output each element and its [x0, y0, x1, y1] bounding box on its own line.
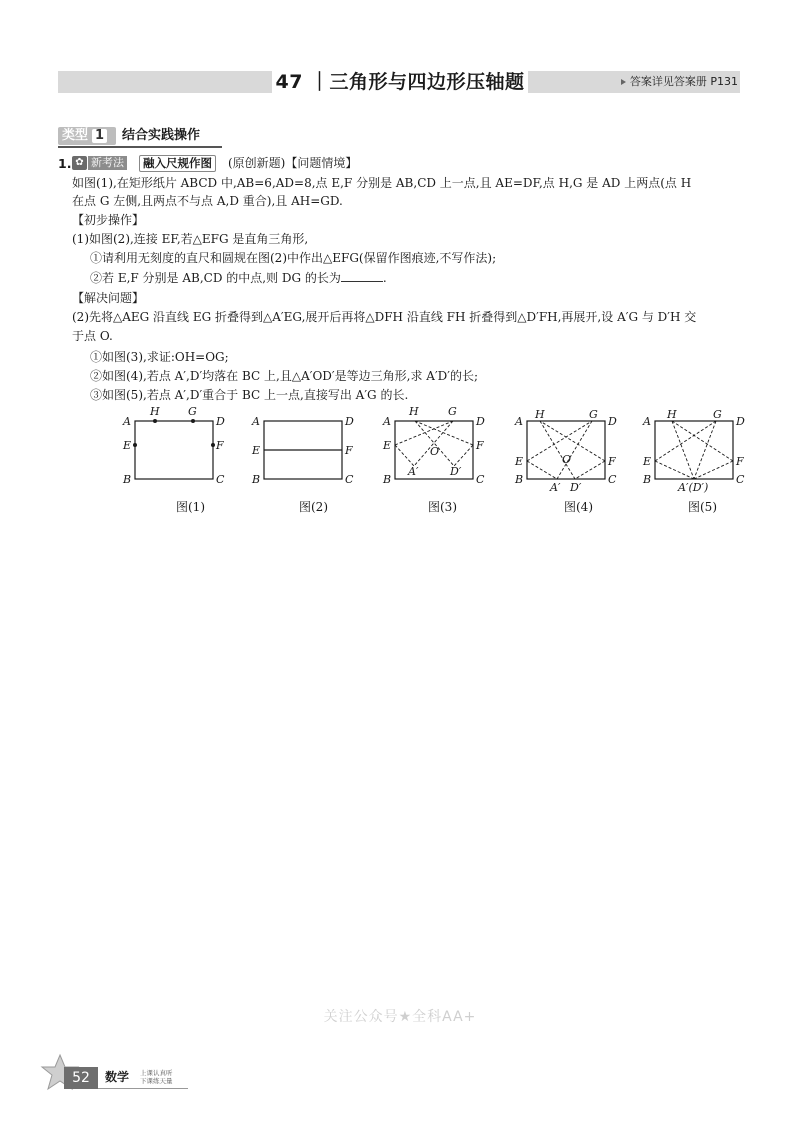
- type-badge: [62, 127, 107, 145]
- section-solve-problem: 【解决问题】: [72, 291, 145, 305]
- fig5-label-g: G: [713, 408, 722, 421]
- fig3-label-d: D: [476, 415, 485, 428]
- fig1-label-f: F: [216, 439, 224, 452]
- figure-5: [638, 403, 750, 495]
- flower-icon: ✿: [72, 156, 87, 170]
- fig4-label-e: E: [515, 455, 524, 468]
- part-2-line-2: 于点 O.: [72, 329, 113, 343]
- fig3-label-a: A: [383, 415, 391, 428]
- part-1b: [90, 270, 387, 286]
- figure-5-caption: 图(5): [688, 500, 717, 514]
- fig1-label-h: H: [150, 405, 160, 418]
- footer-slogan-2: 下课练天量: [140, 1077, 173, 1085]
- fig3-label-h: H: [409, 405, 419, 418]
- footer-subject: 数学: [105, 1070, 130, 1084]
- fig1-label-c: C: [216, 473, 225, 486]
- footer-slogan-1: 上课认真听: [140, 1069, 173, 1077]
- fig4-label-h: H: [535, 408, 545, 421]
- part-2a: ①如图(3),求证:OH=OG;: [90, 350, 229, 364]
- fig1-label-e: E: [123, 439, 132, 452]
- watermark: 关注公众号★全科AA+: [323, 1009, 477, 1025]
- part-1b-text: ②若 E,F 分别是 AB,CD 的中点,则 DG 的长为: [90, 271, 341, 285]
- type-underline: [58, 146, 222, 148]
- fig1-label-b: B: [123, 473, 132, 486]
- figure-3: [378, 403, 490, 495]
- fig3-label-a-prime: A′: [408, 465, 419, 478]
- figure-3-caption: 图(3): [428, 500, 457, 514]
- fig3-label-f: F: [476, 439, 484, 452]
- type-badge-label: 类型: [62, 128, 89, 143]
- fig4-fold-lines: [527, 421, 605, 479]
- part-1b-end: .: [382, 271, 387, 285]
- fig1-point-f: [211, 443, 215, 447]
- intro-line-2: 在点 G 左侧,且两点不与点 A,D 重合),且 AH=GD.: [72, 194, 343, 208]
- figure-2-caption: 图(2): [299, 500, 328, 514]
- fig4-label-d-prime: D′: [570, 481, 582, 494]
- fig3-fold-lines: [395, 421, 473, 466]
- fig1-label-d: D: [216, 415, 225, 428]
- answer-reference: [604, 71, 738, 93]
- part-2-line-1: (2)先将△AEG 沿直线 EG 折叠得到△A′EG,展开后再将△DFH 沿直线 FH 折叠得到△D′FH,再展开,设 A′G 与 D′H 交: [72, 310, 697, 324]
- fig4-label-a-prime: A′: [550, 481, 561, 494]
- fig5-label-b: B: [643, 473, 652, 486]
- answer-blank: [341, 270, 383, 282]
- intro-line-1: 如图(1),在矩形纸片 ABCD 中,AB=6,AD=8,点 E,F 分别是 AB,CD 上一点,且 AE=DF,点 H,G 是 AD 上两点(点 H: [72, 176, 692, 190]
- fig4-label-d: D: [608, 415, 617, 428]
- fig1-point-e: [133, 443, 137, 447]
- part-2c: ③如图(5),若点 A′,D′重合于 BC 上一点,直接写出 A′G 的长.: [90, 388, 409, 402]
- fig3-label-e: E: [383, 439, 392, 452]
- fig3-label-b: B: [383, 473, 392, 486]
- fig5-label-a: A: [643, 415, 651, 428]
- fig4-label-b: B: [515, 473, 524, 486]
- fig5-label-a-prime-d-prime: A′(D′): [678, 481, 709, 494]
- figure-4-caption: 图(4): [564, 500, 593, 514]
- page-title: 47 ｜三角形与四边形压轴题: [275, 71, 525, 93]
- question-number: 1.: [58, 156, 72, 171]
- fig3-label-c: C: [476, 473, 485, 486]
- fig5-label-h: H: [667, 408, 677, 421]
- fig2-label-e: E: [252, 444, 261, 457]
- fig1-point-g: [191, 419, 195, 423]
- fig2-label-c: C: [345, 473, 354, 486]
- type-title: 结合实践操作: [122, 128, 201, 143]
- method-tag: 融入尺规作图: [139, 155, 216, 172]
- fig2-label-d: D: [345, 415, 354, 428]
- fig1-point-h: [153, 419, 157, 423]
- fig5-rectangle: [655, 421, 733, 479]
- fig4-label-o: O: [562, 453, 572, 466]
- figure-4: [510, 403, 622, 495]
- part-1: (1)如图(2),连接 EF,若△EFG 是直角三角形,: [72, 232, 309, 246]
- fig5-label-f: F: [736, 455, 744, 468]
- figure-2: [247, 403, 359, 495]
- fig2-label-f: F: [345, 444, 353, 457]
- fig5-label-d: D: [736, 415, 745, 428]
- fig1-label-a: A: [123, 415, 131, 428]
- fig2-label-b: B: [252, 473, 261, 486]
- fig4-rectangle: [527, 421, 605, 479]
- fig3-label-o: O: [430, 445, 440, 458]
- type-badge-number: 1: [92, 129, 107, 143]
- fig5-label-c: C: [736, 473, 745, 486]
- fig3-label-g: G: [448, 405, 457, 418]
- figure-1-caption: 图(1): [176, 500, 205, 514]
- answer-reference-text: 答案详见答案册 P131: [629, 75, 738, 88]
- question-source: (原创新题)【问题情境】: [228, 156, 358, 170]
- page-number: 52: [72, 1070, 90, 1086]
- fig4-label-c: C: [608, 473, 617, 486]
- fig5-label-e: E: [643, 455, 652, 468]
- fig4-label-f: F: [608, 455, 616, 468]
- fig4-label-a: A: [515, 415, 523, 428]
- fig2-label-a: A: [252, 415, 260, 428]
- part-1a: ①请利用无刻度的直尺和圆规在图(2)中作出△EFG(保留作图痕迹,不写作法);: [90, 251, 497, 265]
- fig1-label-g: G: [188, 405, 197, 418]
- section-initial-operation: 【初步操作】: [72, 213, 145, 227]
- fig4-label-g: G: [589, 408, 598, 421]
- figure-1: [118, 403, 230, 495]
- fig5-fold-lines: [655, 421, 733, 479]
- part-2b: ②如图(4),若点 A′,D′均落在 BC 上,且△A′OD′是等边三角形,求 A′D′的长;: [90, 369, 479, 383]
- fig1-rectangle: [135, 421, 213, 479]
- footer-rule: [98, 1088, 188, 1089]
- fig3-label-d-prime: D′: [450, 465, 462, 478]
- new-method-tag: 新考法: [88, 156, 127, 170]
- triangle-arrow-icon: [621, 79, 626, 85]
